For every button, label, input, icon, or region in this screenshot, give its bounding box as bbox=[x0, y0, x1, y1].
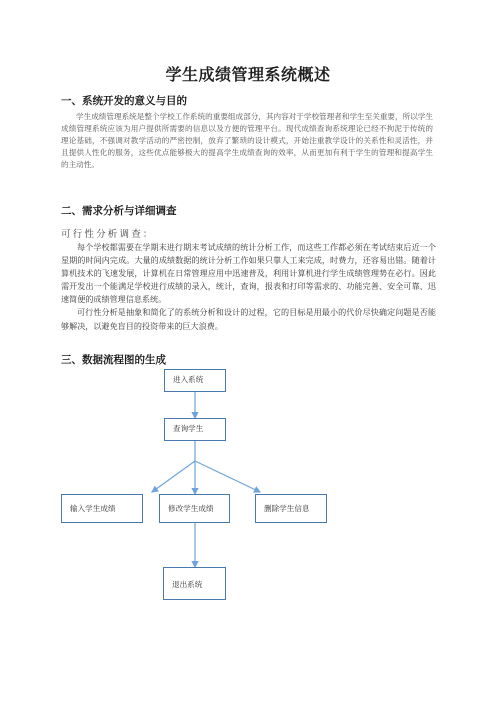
feasibility-subheading: 可行性分析调查： bbox=[61, 229, 155, 240]
arrow-query-to-input bbox=[152, 461, 195, 492]
node-modify-grades: 修改学生成绩 bbox=[159, 494, 230, 523]
section1-paragraph: 学生成绩管理系统是整个学校工作系统的重要组成部分，其内容对于学校管理者和学生至关重要，所以学生成绩管理系统应该为用户提供所需要的信息以及方便的管理平台。现代成绩查询系统理论已经不拘泥于传统的理论基础，不强调对教学活动的严密控制，放弃了繁琐的设计模式，开始注重教学设计的关系性和灵活性，并且提供人性化的服务，这些优点能够极大的提高学生成绩查询的效率，从而更加有利于学生的管理和提高学生的主动性。 bbox=[61, 112, 433, 170]
section2-paragraph-1: 每个学校都需要在学期末进行期末考试成绩的统计分析工作，而这些工作都必须在考试结束后近一个星期的时间内完成。大量的成绩数据的统计分析工作如果只靠人工来完成，时费力，还容易出错。随着计算机技术的飞速发展，计算机在日常管理应用中迅速普及，利用计算机进行学生成绩管理势在必行。因此需开发出一个能满足学校进行成绩的录入，统计，查询，报表和打印等需求的、功能完善、安全可靠、迅速简便的成绩管理信息系统。 bbox=[61, 242, 436, 305]
node-enter-system: 进入系统 bbox=[164, 369, 226, 392]
section2-paragraph-2: 可行性分析是抽象和简化了的系统分析和设计的过程，它的目标是用最小的代价尽快确定问题是否能够解决，以避免盲目的投资带来的巨大浪费。 bbox=[61, 307, 436, 331]
node-exit-system: 退出系统 bbox=[163, 567, 226, 600]
node-delete-student: 删除学生信息 bbox=[255, 494, 327, 523]
section3-heading: 三、数据流程图的生成 bbox=[61, 354, 166, 366]
node-query-student: 查询学生 bbox=[164, 418, 226, 441]
section1-heading: 一、系统开发的意义与目的 bbox=[61, 95, 187, 107]
document-title: 学生成绩管理系统概述 bbox=[165, 65, 331, 84]
arrow-query-to-delete bbox=[195, 461, 260, 492]
section2-heading: 二、需求分析与详细调查 bbox=[61, 205, 177, 217]
node-input-grades: 输入学生成绩 bbox=[61, 494, 143, 523]
